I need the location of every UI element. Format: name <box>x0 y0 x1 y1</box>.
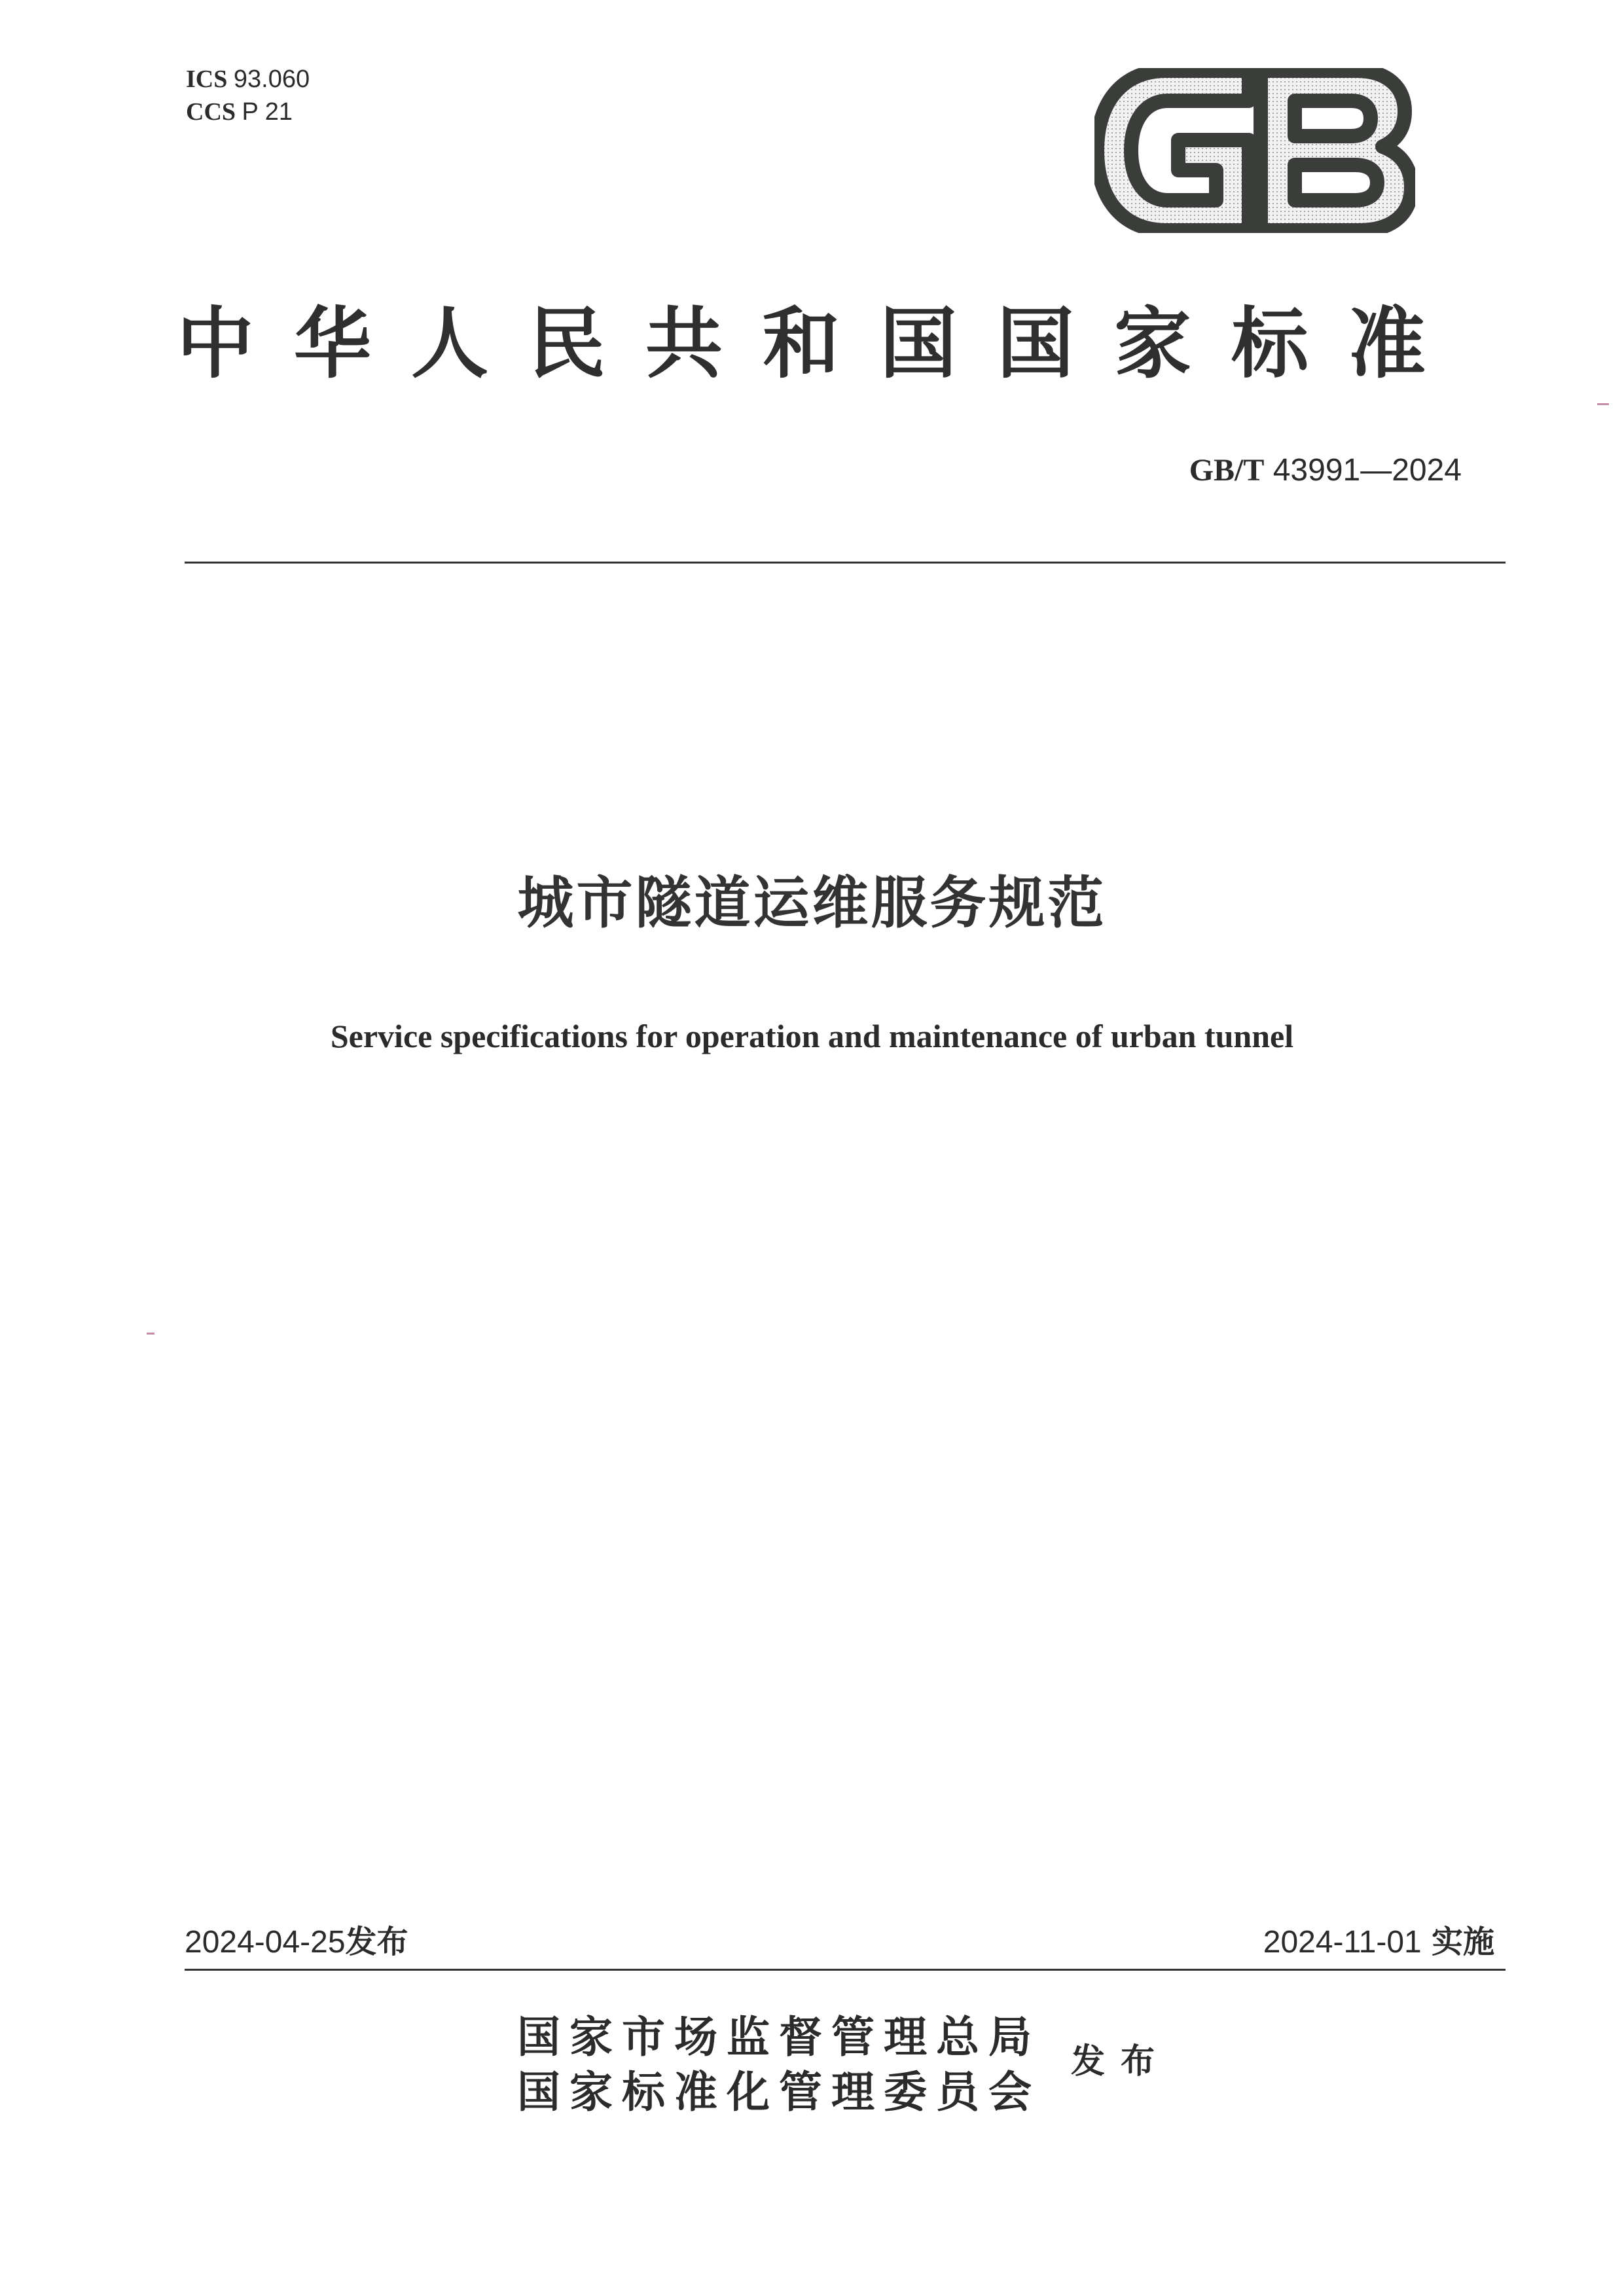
ics-prefix: ICS <box>186 65 228 93</box>
bottom-divider <box>185 1969 1506 1971</box>
issuer-samr: 国家市场监督管理总局 <box>517 2011 1041 2062</box>
top-divider <box>185 562 1506 564</box>
gb-logo <box>1094 68 1415 233</box>
standard-number-value: 43991—2024 <box>1272 453 1462 488</box>
national-standard-title: 中华人民共和国国家标准 <box>177 298 1466 389</box>
issue-label: 发布 <box>345 1924 408 1960</box>
gb-logo-letter-b <box>1261 71 1411 230</box>
implement-date-line <box>1263 1919 1494 1965</box>
gb-logo-letter-g <box>1097 71 1249 230</box>
ccs-line <box>186 96 310 128</box>
standard-number <box>1189 448 1462 493</box>
scan-mark <box>147 1333 154 1335</box>
issuing-organizations <box>517 2009 1041 2119</box>
ccs-code: P 21 <box>242 98 293 126</box>
ics-code: 93.060 <box>233 65 310 93</box>
standard-number-prefix: GB/T <box>1189 453 1265 488</box>
implement-label: 实施 <box>1431 1924 1494 1960</box>
document-title-en: Service specifications for operation and maintenance of urban tunnel <box>330 1018 1294 1054</box>
issue-date-line <box>185 1919 408 1965</box>
issuers-action: 发布 <box>1071 2041 1171 2081</box>
issuer-sac: 国家标准化管理委员会 <box>517 2066 1041 2117</box>
scan-mark <box>1597 403 1609 405</box>
ics-line <box>186 63 310 96</box>
ccs-prefix: CCS <box>186 98 236 126</box>
implement-date: 2024-11-01 <box>1263 1925 1422 1960</box>
classification-codes <box>186 63 310 128</box>
document-title-cn: 城市隧道运维服务规范 <box>517 870 1107 936</box>
issue-date: 2024-04-25 <box>185 1925 346 1960</box>
